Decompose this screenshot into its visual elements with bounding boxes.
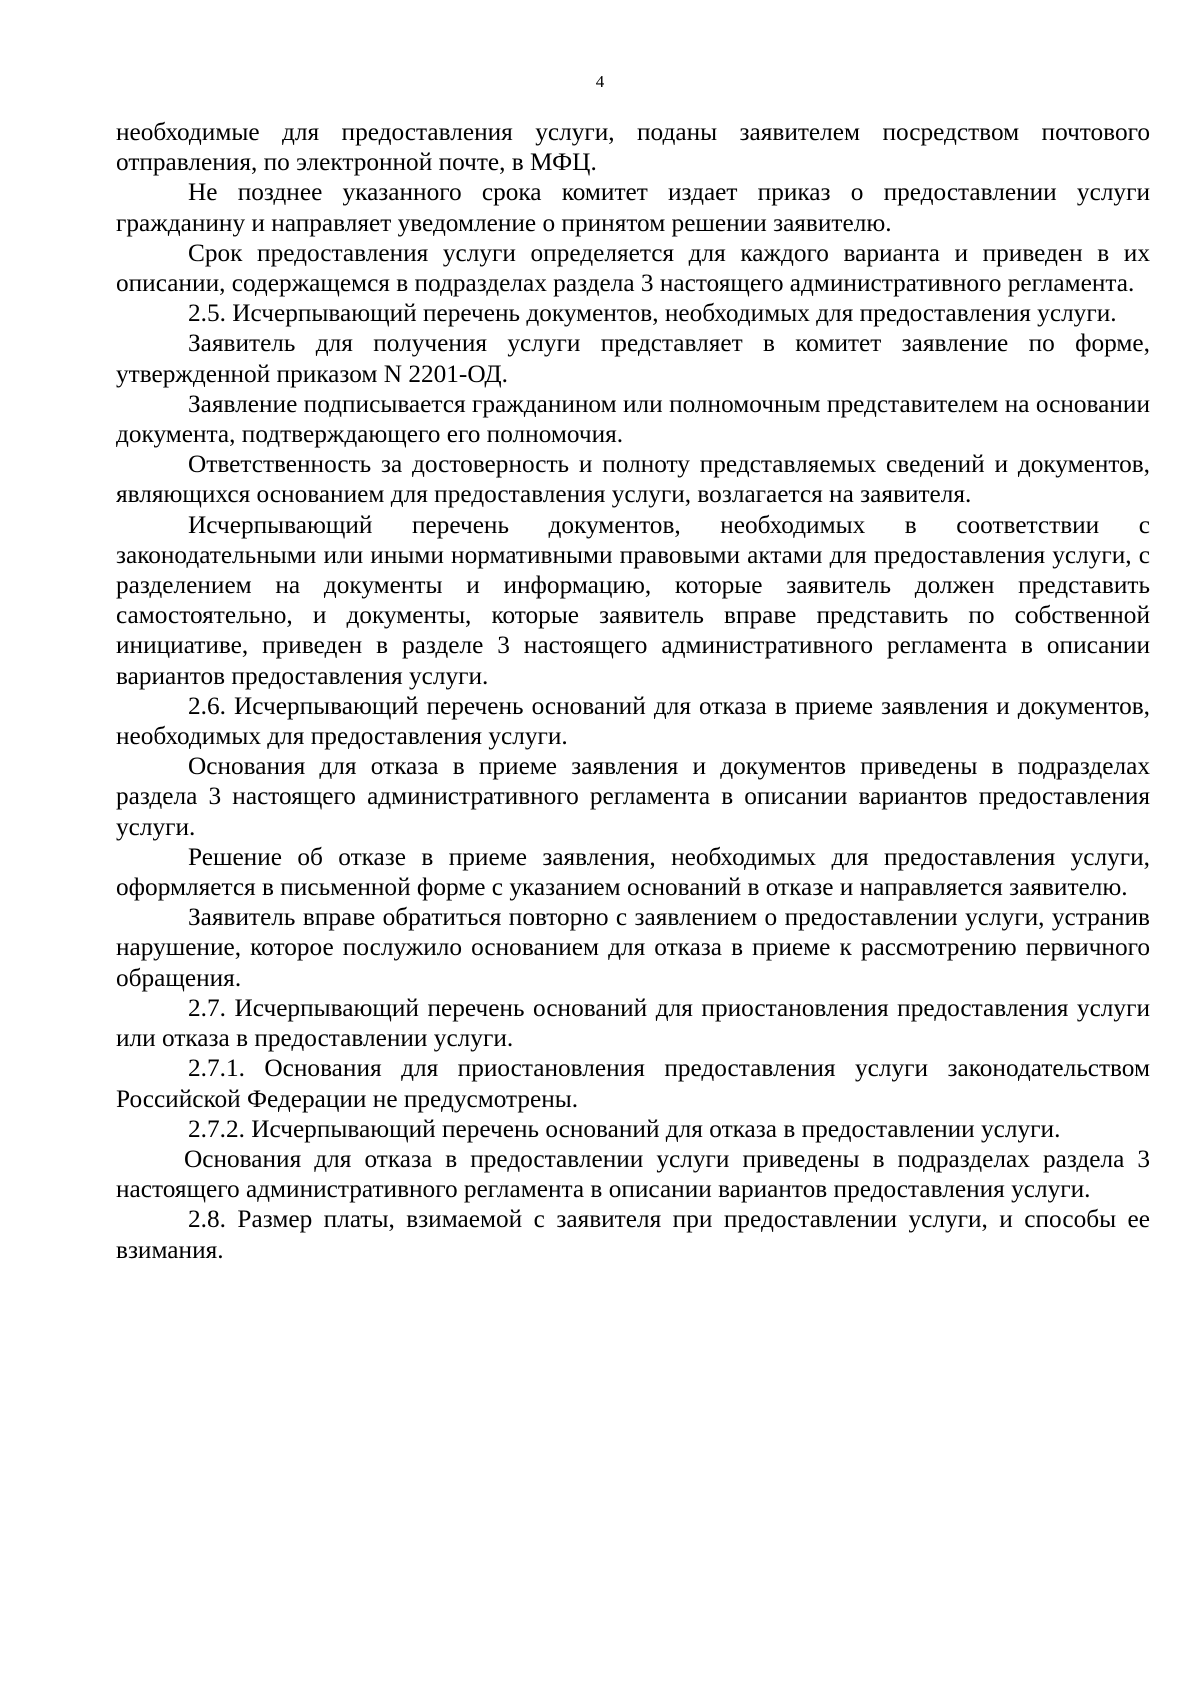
paragraph-continuation: необходимые для предоставления услуги, поданы заявителем посредством почтового отправления, по электронной почте, в МФЦ. bbox=[116, 118, 1150, 177]
page-number: 4 bbox=[595, 72, 605, 91]
section-heading-2-8: 2.8. Размер платы, взимаемой с заявителя при предоставлении услуги, и способы ее взимания. bbox=[116, 1205, 1150, 1264]
paragraph: Заявление подписывается гражданином или полномочным представителем на основании документа, подтверждающего его полномочия. bbox=[116, 389, 1150, 449]
paragraph: Исчерпывающий перечень документов, необходимых в соответствии с законодательными или иными нормативными правовыми актами для предоставления услуги, с разделением на документы и информацию, которые заявитель должен представить самостоятельно, и документы, которые заявитель вправе представить по собственной инициативе, приведен в разделе 3 настоящего административного регламента в описании вариантов предоставления услуги. bbox=[116, 510, 1150, 690]
paragraph: Заявитель вправе обратиться повторно с заявлением о предоставлении услуги, устранив нарушение, которое послужило основанием для отказа в приеме к рассмотрению первичного обращения. bbox=[116, 903, 1150, 992]
section-heading-2-7-1: 2.7.1. Основания для приостановления предоставления услуги законодательством Российской Федерации не предусмотрены. bbox=[116, 1054, 1150, 1113]
section-heading-2-6: 2.6. Исчерпывающий перечень оснований для отказа в приеме заявления и документов, необходимых для предоставления услуги. bbox=[116, 691, 1150, 751]
section-heading-2-5: 2.5. Исчерпывающий перечень документов, необходимых для предоставления услуги. bbox=[188, 299, 1117, 328]
paragraph: Ответственность за достоверность и полноту представляемых сведений и документов, являющихся основанием для предоставления услуги, возлагается на заявителя. bbox=[116, 450, 1150, 509]
section-heading-2-7-2: 2.7.2. Исчерпывающий перечень оснований для отказа в предоставлении услуги. bbox=[188, 1114, 1061, 1143]
document-body bbox=[116, 117, 1150, 1265]
paragraph: Заявитель для получения услуги представляет в комитет заявление по форме, утвержденной приказом N 2201-ОД. bbox=[116, 329, 1150, 388]
section-heading-2-7: 2.7. Исчерпывающий перечень оснований для приостановления предоставления услуги или отказа в предоставлении услуги. bbox=[116, 993, 1150, 1053]
paragraph: Решение об отказе в приеме заявления, необходимых для предоставления услуги, оформляется в письменной форме с указанием оснований в отказе и направляется заявителю. bbox=[116, 842, 1150, 902]
paragraph: Основания для отказа в предоставлении услуги приведены в подразделах раздела 3 настоящего административного регламента в описании вариантов предоставления услуги. bbox=[116, 1144, 1150, 1204]
paragraph: Не позднее указанного срока комитет издает приказ о предоставлении услуги гражданину и направляет уведомление о принятом решении заявителю. bbox=[116, 178, 1150, 237]
paragraph: Основания для отказа в приеме заявления и документов приведены в подразделах раздела 3 настоящего административного регламента в описании вариантов предоставления услуги. bbox=[116, 752, 1150, 841]
paragraph: Срок предоставления услуги определяется для каждого варианта и приведен в их описании, содержащемся в подразделах раздела 3 настоящего административного регламента. bbox=[116, 238, 1150, 298]
